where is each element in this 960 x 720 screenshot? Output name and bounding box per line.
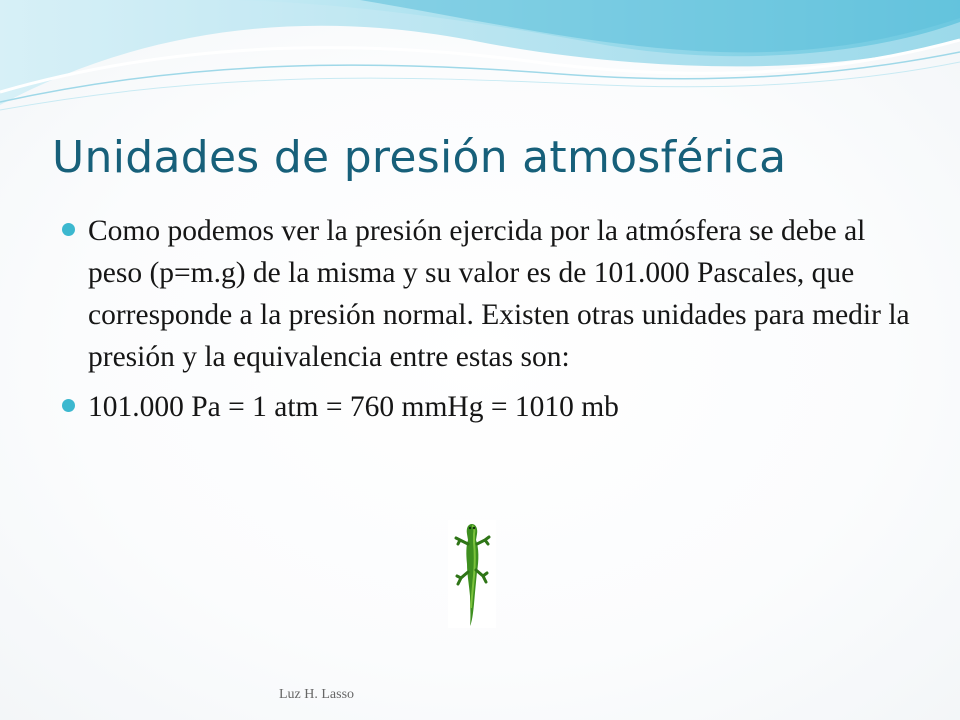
bullet-dot-icon xyxy=(62,223,75,236)
footer-author: Luz H. Lasso xyxy=(279,687,355,702)
lizard-icon xyxy=(448,520,496,628)
wave-banner xyxy=(0,0,960,120)
bullet-dot-icon xyxy=(62,399,75,412)
bullet-text: 101.000 Pa = 1 atm = 760 mmHg = 1010 mb xyxy=(88,391,619,423)
bullet-item xyxy=(62,210,912,378)
bullet-list xyxy=(62,210,912,428)
slide-title: Unidades de presión atmosférica xyxy=(52,132,787,183)
bullet-item xyxy=(62,386,912,428)
bullet-text: Como podemos ver la presión ejercida por la atmósfera se debe al peso (p=m.g) de la misma y su valor es de 101.000 Pascales, que corresponde a la presión normal. Existen otras unidades para medir la presión y la equivalencia entre estas son: xyxy=(88,215,910,373)
